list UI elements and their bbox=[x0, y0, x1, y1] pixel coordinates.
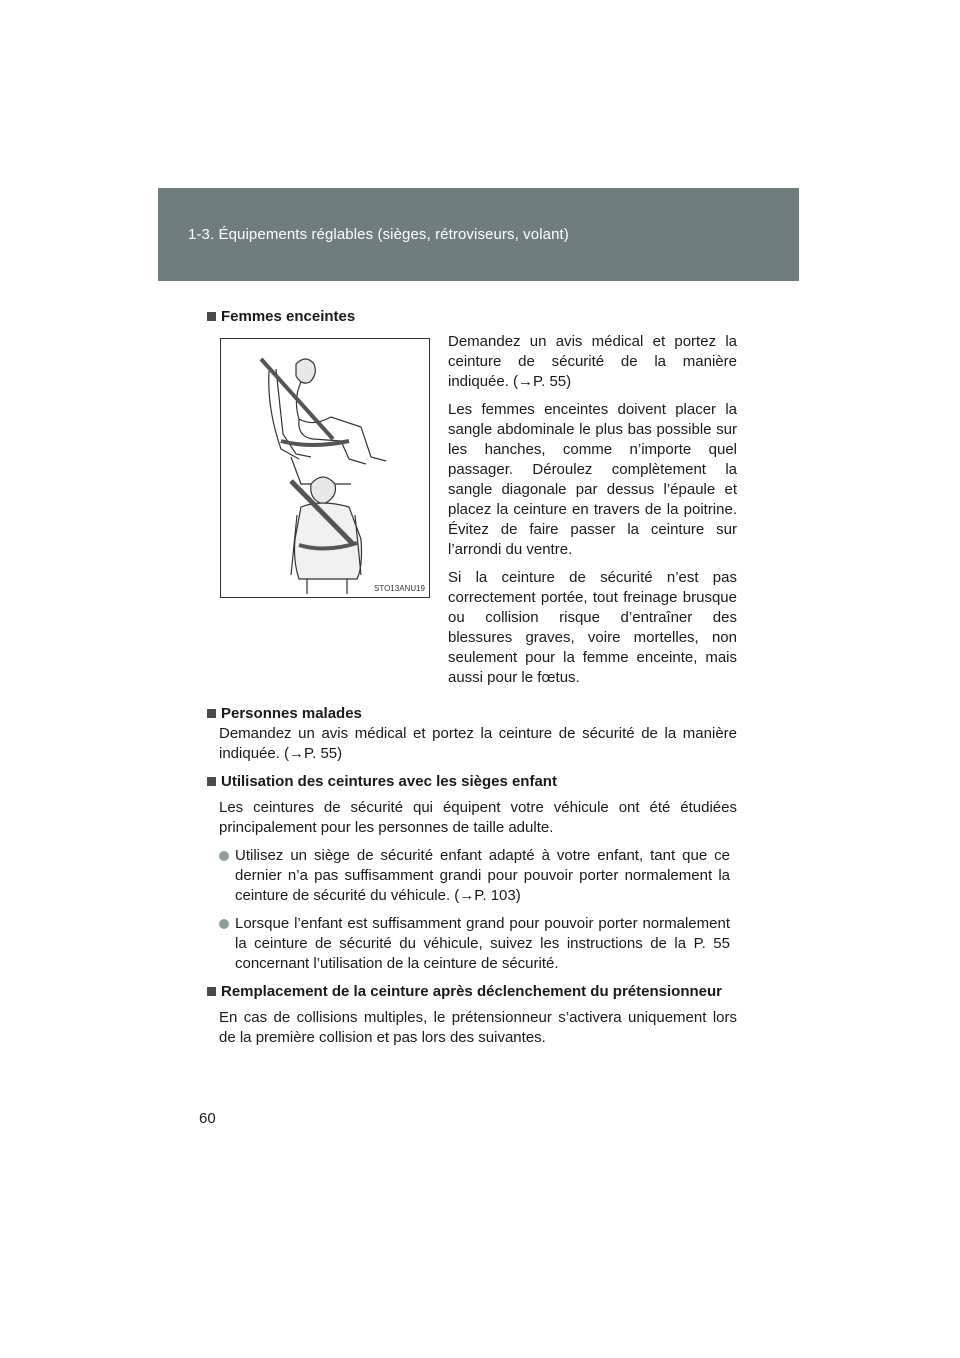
pregnant-paragraph-1: Demandez un avis médical et portez la ceinture de sécurité de la manière indiquée. (→P. 55) bbox=[448, 333, 737, 390]
heading-child bbox=[207, 772, 737, 792]
child-bullet-1 bbox=[219, 846, 737, 906]
child-bullet-2 bbox=[219, 914, 737, 974]
heading-replace bbox=[207, 982, 737, 1002]
page-content bbox=[207, 307, 737, 1048]
circle-bullet-icon bbox=[219, 851, 229, 861]
square-bullet-icon bbox=[207, 312, 216, 321]
heading-child-text: Utilisation des ceintures avec les sièges enfant bbox=[221, 773, 557, 790]
child-bullet-2-text: Lorsque l’enfant est suffisamment grand pour pouvoir porter normalement la ceinture de sécurité du véhicule, suivez les instructions de la P. 55 concernant l’utilisation de la ceinture de sécurité. bbox=[235, 915, 730, 972]
seatbelt-illustration bbox=[220, 338, 430, 598]
heading-replace-text: Remplacement de la ceinture après déclenchement du prétensionneur bbox=[221, 983, 722, 1000]
square-bullet-icon bbox=[207, 709, 216, 718]
heading-sick bbox=[207, 704, 737, 724]
pregnant-text-column bbox=[448, 332, 737, 696]
replace-paragraph: En cas de collisions multiples, le prétensionneur s’activera uniquement lors de la première collision et pas lors des suivantes. bbox=[219, 1009, 737, 1046]
pregnant-paragraph-2: Les femmes enceintes doivent placer la sangle abdominale le plus bas possible sur les hanches, comme n’importe quel passager. Déroulez complètement la sangle diagonale par dessus l’épaule et placez la ceinture en travers de la poitrine. Évitez de faire passer la ceinture sur l’arrondi du ventre. bbox=[448, 401, 737, 558]
heading-pregnant-text: Femmes enceintes bbox=[221, 308, 356, 325]
square-bullet-icon bbox=[207, 777, 216, 786]
heading-pregnant bbox=[207, 307, 737, 327]
heading-sick-text: Personnes malades bbox=[221, 705, 362, 722]
child-paragraph: Les ceintures de sécurité qui équipent votre véhicule ont été étudiées principalement pour les personnes de taille adulte. bbox=[219, 799, 737, 836]
pregnant-woman-seatbelt-image bbox=[221, 339, 429, 597]
page-number: 60 bbox=[199, 1110, 216, 1127]
pregnant-paragraph-3: Si la ceinture de sécurité n’est pas correctement portée, tout freinage brusque ou collision risque d’entraîner des blessures graves, voire mortelles, non seulement pour la femme enceinte, mais aussi pour le fœtus. bbox=[448, 569, 737, 686]
section-header bbox=[158, 188, 799, 281]
square-bullet-icon bbox=[207, 987, 216, 996]
circle-bullet-icon bbox=[219, 919, 229, 929]
pregnant-section bbox=[207, 333, 737, 696]
child-bullet-1-text: Utilisez un siège de sécurité enfant adapté à votre enfant, tant que ce dernier n’a pas suffisamment grandi pour pouvoir porter normalement la ceinture de sécurité du véhicule. (→P. 103) bbox=[235, 847, 730, 904]
figure-code: STO13ANU19 bbox=[374, 584, 425, 593]
section-title: 1-3. Équipements réglables (sièges, rétroviseurs, volant) bbox=[188, 226, 569, 243]
sick-paragraph: Demandez un avis médical et portez la ceinture de sécurité de la manière indiquée. (→P. 55) bbox=[219, 725, 737, 762]
